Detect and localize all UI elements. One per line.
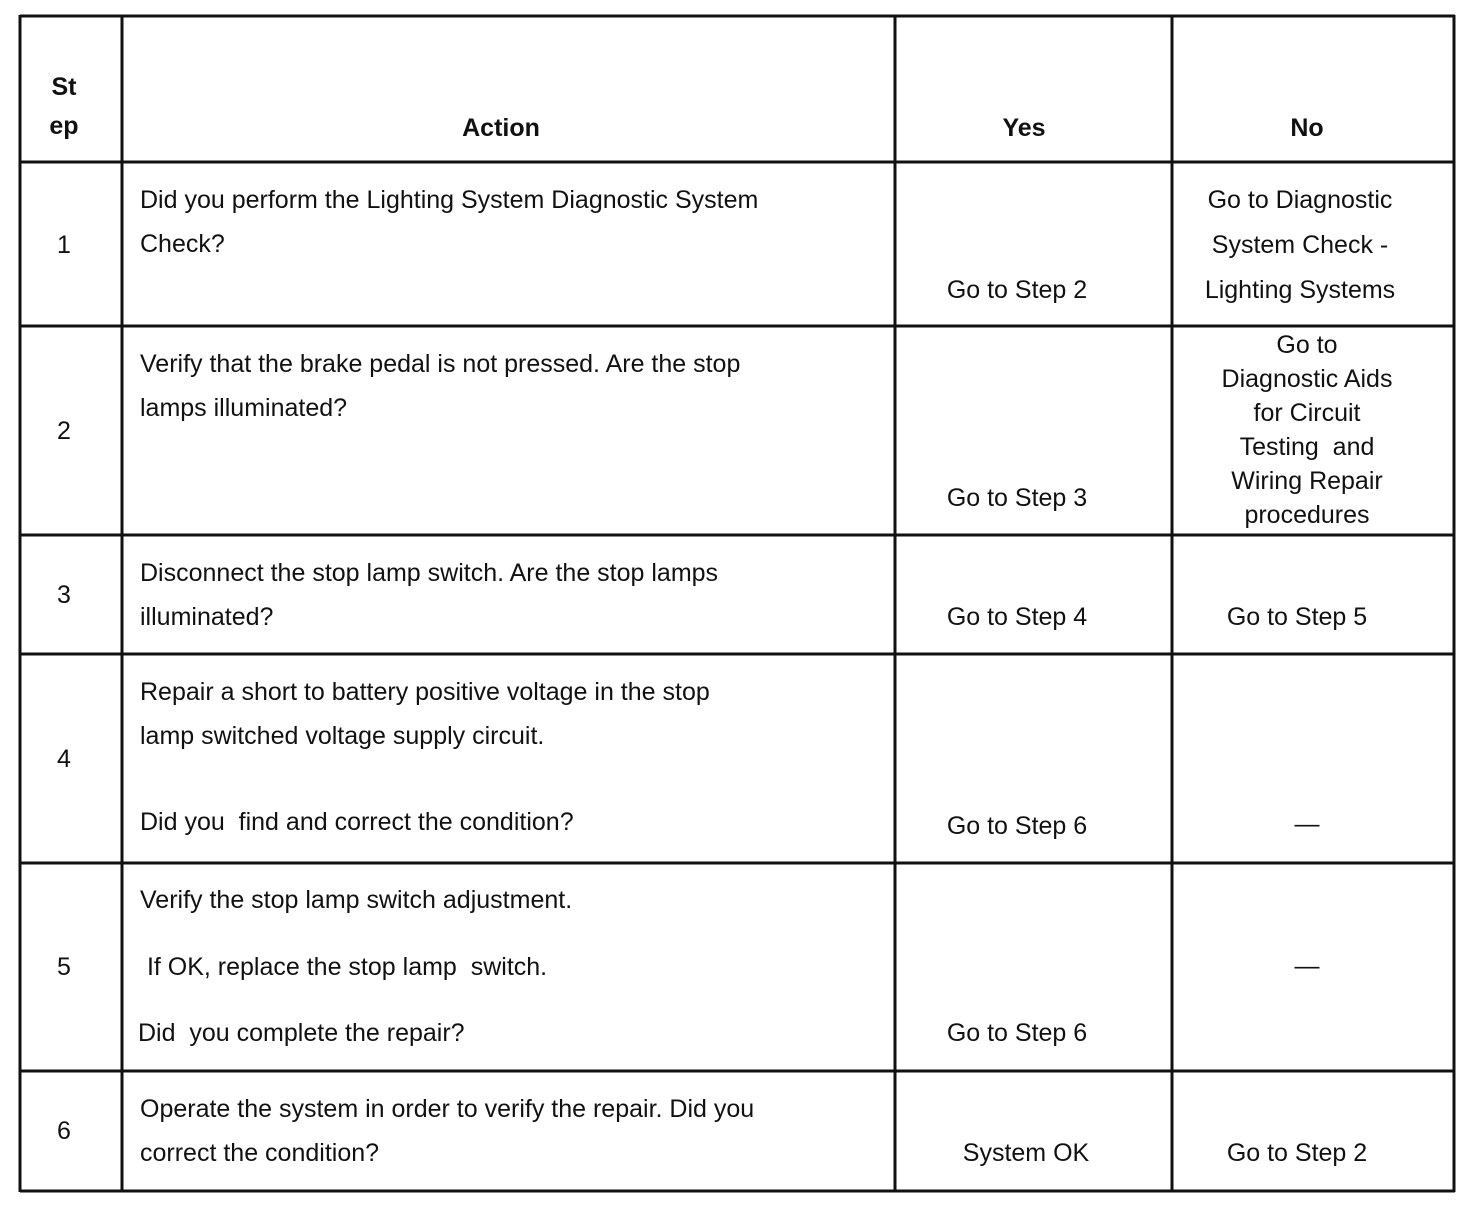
step-number: 5: [57, 953, 71, 981]
action-text: Disconnect the stop lamp switch. Are the stop lamps illuminated?: [140, 559, 719, 631]
action-question: Did you complete the repair?: [138, 1019, 465, 1047]
yes-result: Go to Step 6: [946, 812, 1088, 840]
action-line: Verify the stop lamp switch adjustment.: [140, 886, 573, 914]
no-result: —: [1294, 810, 1320, 838]
header-step: St ep: [49, 73, 79, 140]
action-line: Repair a short to battery positive voltage in the stop: [140, 678, 710, 706]
action-question: Did you find and correct the condition?: [140, 808, 574, 836]
no-result: Go to Diagnostic System Check - Lighting Systems: [1204, 186, 1396, 304]
no-result: Go to Step 2: [1226, 1139, 1368, 1167]
action-text: Verify that the brake pedal is not pressed. Are the stop lamps illuminated?: [140, 350, 741, 422]
action-text: Operate the system in order to verify the repair. Did you correct the condition?: [140, 1095, 755, 1167]
step-number: 3: [57, 581, 71, 609]
yes-result: System OK: [962, 1139, 1090, 1167]
no-result: —: [1294, 952, 1320, 980]
header-no: No: [1290, 114, 1324, 142]
no-result: Go to Diagnostic Aids for Circuit Testing and Wiring Repair procedures: [1221, 331, 1393, 529]
action-line: lamp switched voltage supply circuit.: [140, 722, 545, 750]
yes-result: Go to Step 2: [946, 276, 1088, 304]
yes-result: Go to Step 4: [946, 603, 1088, 631]
yes-result: Go to Step 3: [946, 484, 1088, 512]
header-yes: Yes: [1002, 114, 1046, 142]
action-text: Did you perform the Lighting System Diagnostic System Check?: [140, 186, 759, 258]
step-number: 2: [57, 417, 71, 445]
yes-result: Go to Step 6: [946, 1019, 1088, 1047]
step-number: 1: [57, 231, 71, 259]
no-result: Go to Step 5: [1226, 603, 1368, 631]
action-line: If OK, replace the stop lamp switch.: [140, 953, 548, 981]
header-action: Action: [462, 114, 540, 142]
step-number: 6: [57, 1117, 71, 1145]
step-number: 4: [57, 745, 71, 773]
